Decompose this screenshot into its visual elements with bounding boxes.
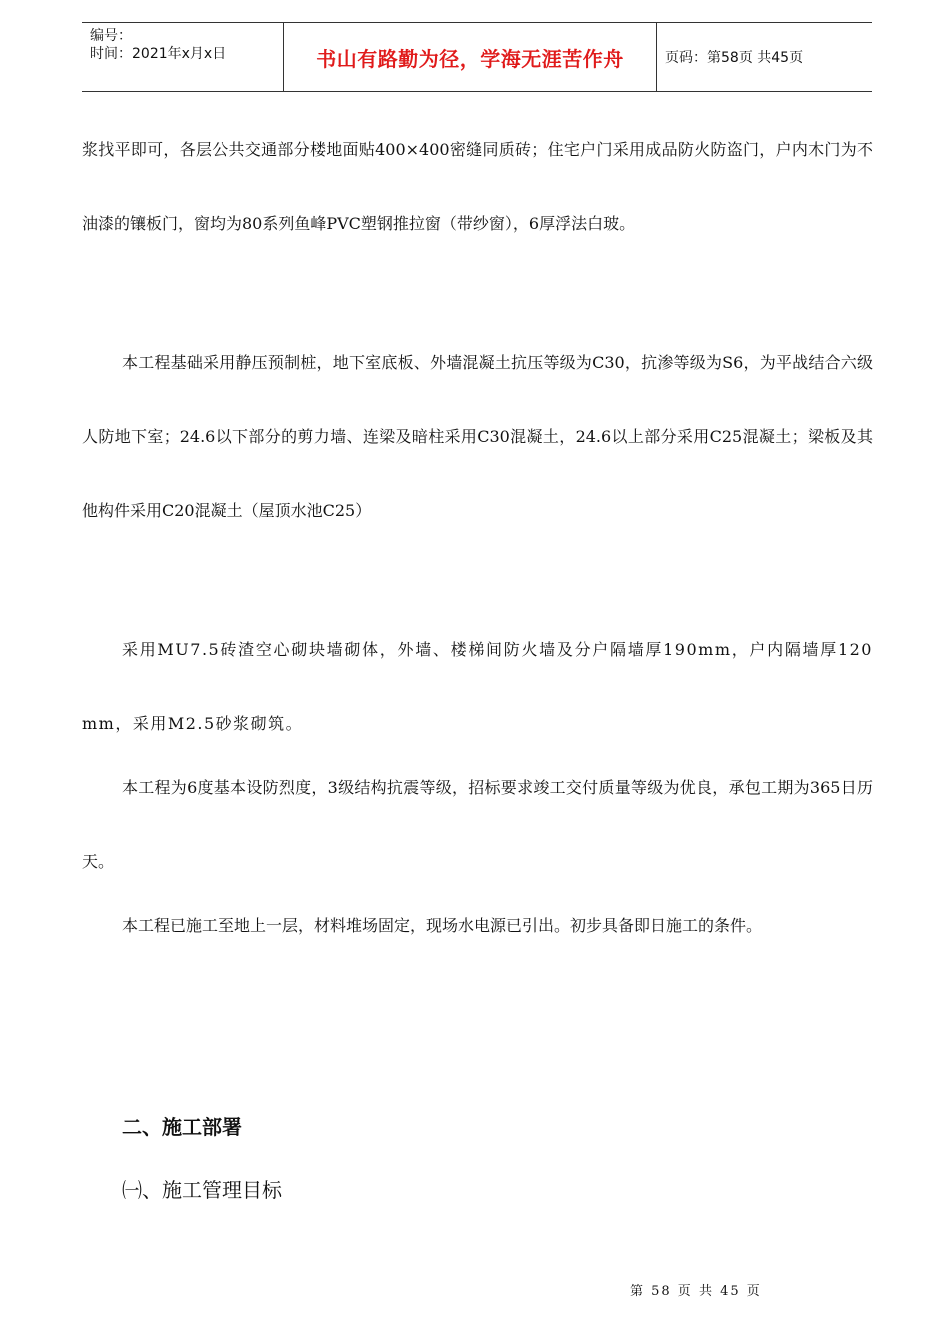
page-footer: 第 58 页 共 45 页 [630,1284,762,1299]
paragraph-masonry: 采用MU7.5砖渣空心砌块墙砌体，外墙、楼梯间防火墙及分户隔墙厚190mm，户内隔墙厚120 mm，采用M2.5砂浆砌筑。 [82,640,873,733]
paragraph-progress: 本工程已施工至地上一层，材料堆场固定，现场水电源已引出。初步具备即日施工的条件。 [122,916,763,935]
header-page-info: 页码：第58页 共45页 [665,50,804,66]
document-number-label: 编号： [90,28,132,44]
section-heading: 二、施工部署 [122,1115,242,1139]
paragraph-structure: 本工程基础采用静压预制桩，地下室底板、外墙混凝土抗压等级为C30，抗渗等级为S6，为平战结合六级人防地下室；24.6以下部分的剪力墙、连梁及暗柱采用C30混凝土，24.6以上部分采用C25混凝土；梁板及其他构件采用C20混凝土（屋顶水池C25） [82,353,873,520]
header-motto-cell [284,23,657,91]
document-time-label: 时间：2021年x月x日 [90,46,227,62]
header-motto: 书山有路勤为径，学海无涯苦作舟 [316,46,624,71]
page-header [82,22,872,92]
paragraph-seismic: 本工程为6度基本设防烈度，3级结构抗震等级，招标要求竣工交付质量等级为优良，承包工期为365日历天。 [82,778,873,871]
section-subheading: ㈠、施工管理目标 [122,1178,282,1202]
paragraph-finishes: 浆找平即可，各层公共交通部分楼地面贴400×400密缝同质砖；住宅户门采用成品防火防盗门，户内木门为不油漆的镶板门，窗均为80系列鱼峰PVC塑钢推拉窗（带纱窗），6厚浮法白玻。 [82,140,873,233]
header-meta-cell [82,23,284,91]
